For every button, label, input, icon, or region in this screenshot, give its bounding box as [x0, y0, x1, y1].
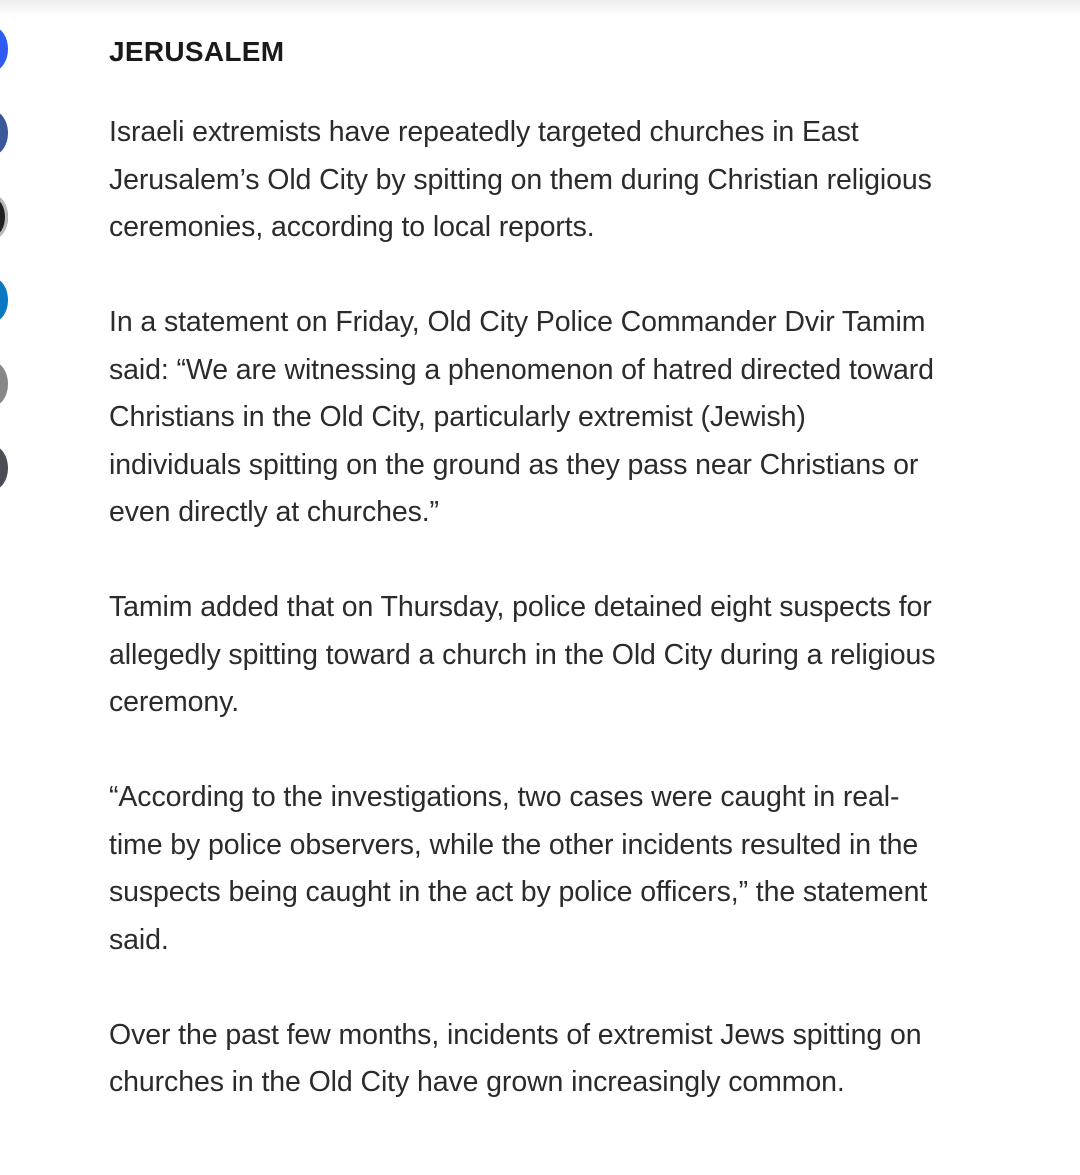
share-print-button[interactable]	[0, 446, 8, 490]
article-paragraph: “According to the investigations, two cases were caught in real-time by police observers, while the other incidents resulted in the suspects being caught in the act by police officers,” the statement said.	[109, 781, 928, 956]
share-x-button[interactable]	[0, 195, 8, 239]
share-facebook-button[interactable]	[0, 111, 8, 155]
share-linkedin-button[interactable]	[0, 278, 8, 322]
top-fade	[0, 0, 1080, 18]
share-messenger-button[interactable]	[0, 27, 8, 71]
article-paragraph: Tamim added that on Thursday, police detained eight suspects for allegedly spitting toward a church in the Old City during a religious ceremony.	[109, 591, 936, 718]
dateline: JERUSALEM	[109, 36, 285, 67]
article-body	[109, 30, 939, 1107]
article-paragraph: Over the past few months, incidents of extremist Jews spitting on churches in the Old City have grown increasingly common.	[109, 1018, 922, 1098]
share-rail	[0, 0, 10, 520]
share-email-button[interactable]	[0, 362, 8, 406]
article-paragraph: In a statement on Friday, Old City Police Commander Dvir Tamim said: “We are witnessing a phenomenon of hatred directed toward Christians in the Old City, particularly extremist (Jewish) individuals spitting on the ground as they pass near Christians or even directly at churches.”	[109, 306, 934, 528]
article-paragraph: Israeli extremists have repeatedly targeted churches in East Jerusalem’s Old City by spitting on them during Christian religious ceremonies, according to local reports.	[109, 116, 932, 243]
